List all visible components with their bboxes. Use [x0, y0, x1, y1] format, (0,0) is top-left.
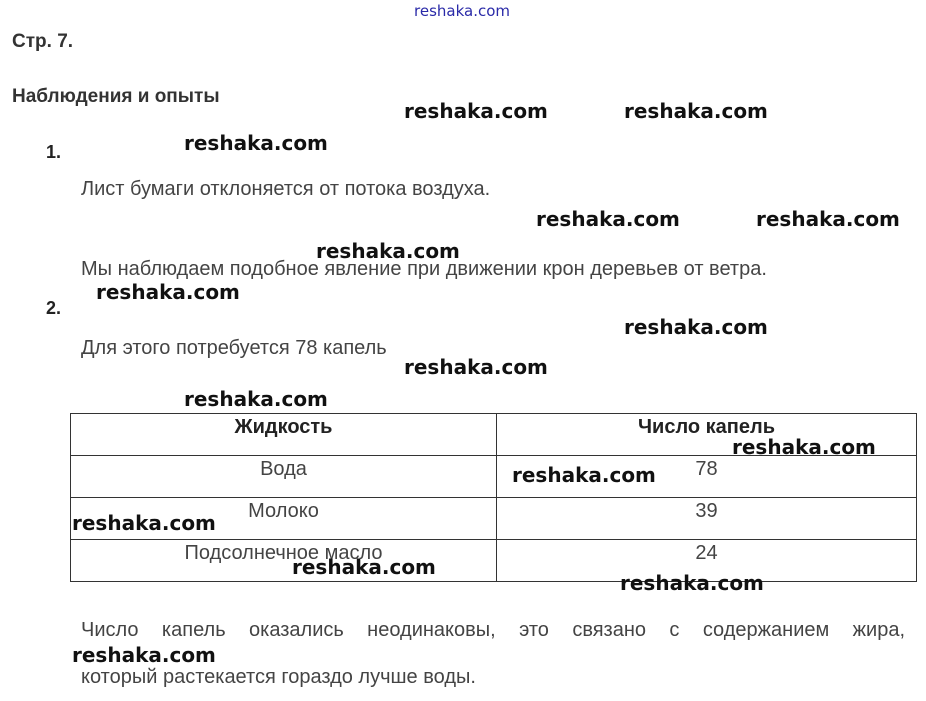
table-header: Число капель — [497, 414, 917, 456]
watermark: reshaka.com — [72, 643, 216, 667]
table-row — [71, 540, 917, 582]
watermark: reshaka.com — [72, 511, 216, 535]
watermark: reshaka.com — [620, 571, 764, 595]
item-text: Мы наблюдаем подобное явление при движении крон деревьев от ветра. — [81, 258, 767, 280]
table-cell: Подсолнечное масло — [71, 540, 497, 582]
table-cell: 24 — [497, 540, 917, 582]
watermark: reshaka.com — [404, 99, 548, 123]
table-cell: Молоко — [71, 498, 497, 540]
watermark: reshaka.com — [624, 99, 768, 123]
section-title: Наблюдения и опыты — [12, 86, 220, 107]
watermark: reshaka.com — [732, 435, 876, 459]
conclusion-text: который растекается гораздо лучше воды. — [81, 666, 476, 688]
watermark: reshaka.com — [292, 555, 436, 579]
item-number: 1. — [46, 142, 62, 162]
watermark: reshaka.com — [536, 207, 680, 231]
table-cell: 78 — [497, 456, 917, 498]
page-label: Стр. 7. — [12, 31, 74, 52]
watermark: reshaka.com — [512, 463, 656, 487]
watermark: reshaka.com — [184, 131, 328, 155]
watermark: reshaka.com — [404, 355, 548, 379]
table-cell: Вода — [71, 456, 497, 498]
table-row — [71, 456, 917, 498]
watermark: reshaka.com — [184, 387, 328, 411]
item-text: Лист бумаги отклоняется от потока воздуха. — [81, 178, 491, 200]
item-number: 2. — [46, 298, 62, 318]
watermark: reshaka.com — [624, 315, 768, 339]
watermark: reshaka.com — [96, 280, 240, 304]
watermark: reshaka.com — [756, 207, 900, 231]
top-watermark: reshaka.com — [414, 2, 510, 20]
table-cell: 39 — [497, 498, 917, 540]
item-text: Для этого потребуется 78 капель — [81, 337, 387, 359]
watermark: reshaka.com — [316, 239, 460, 263]
conclusion-text: Число капель оказались неодинаковы, это связано с содержанием жира, — [81, 619, 905, 641]
table-header: Жидкость — [71, 414, 497, 456]
